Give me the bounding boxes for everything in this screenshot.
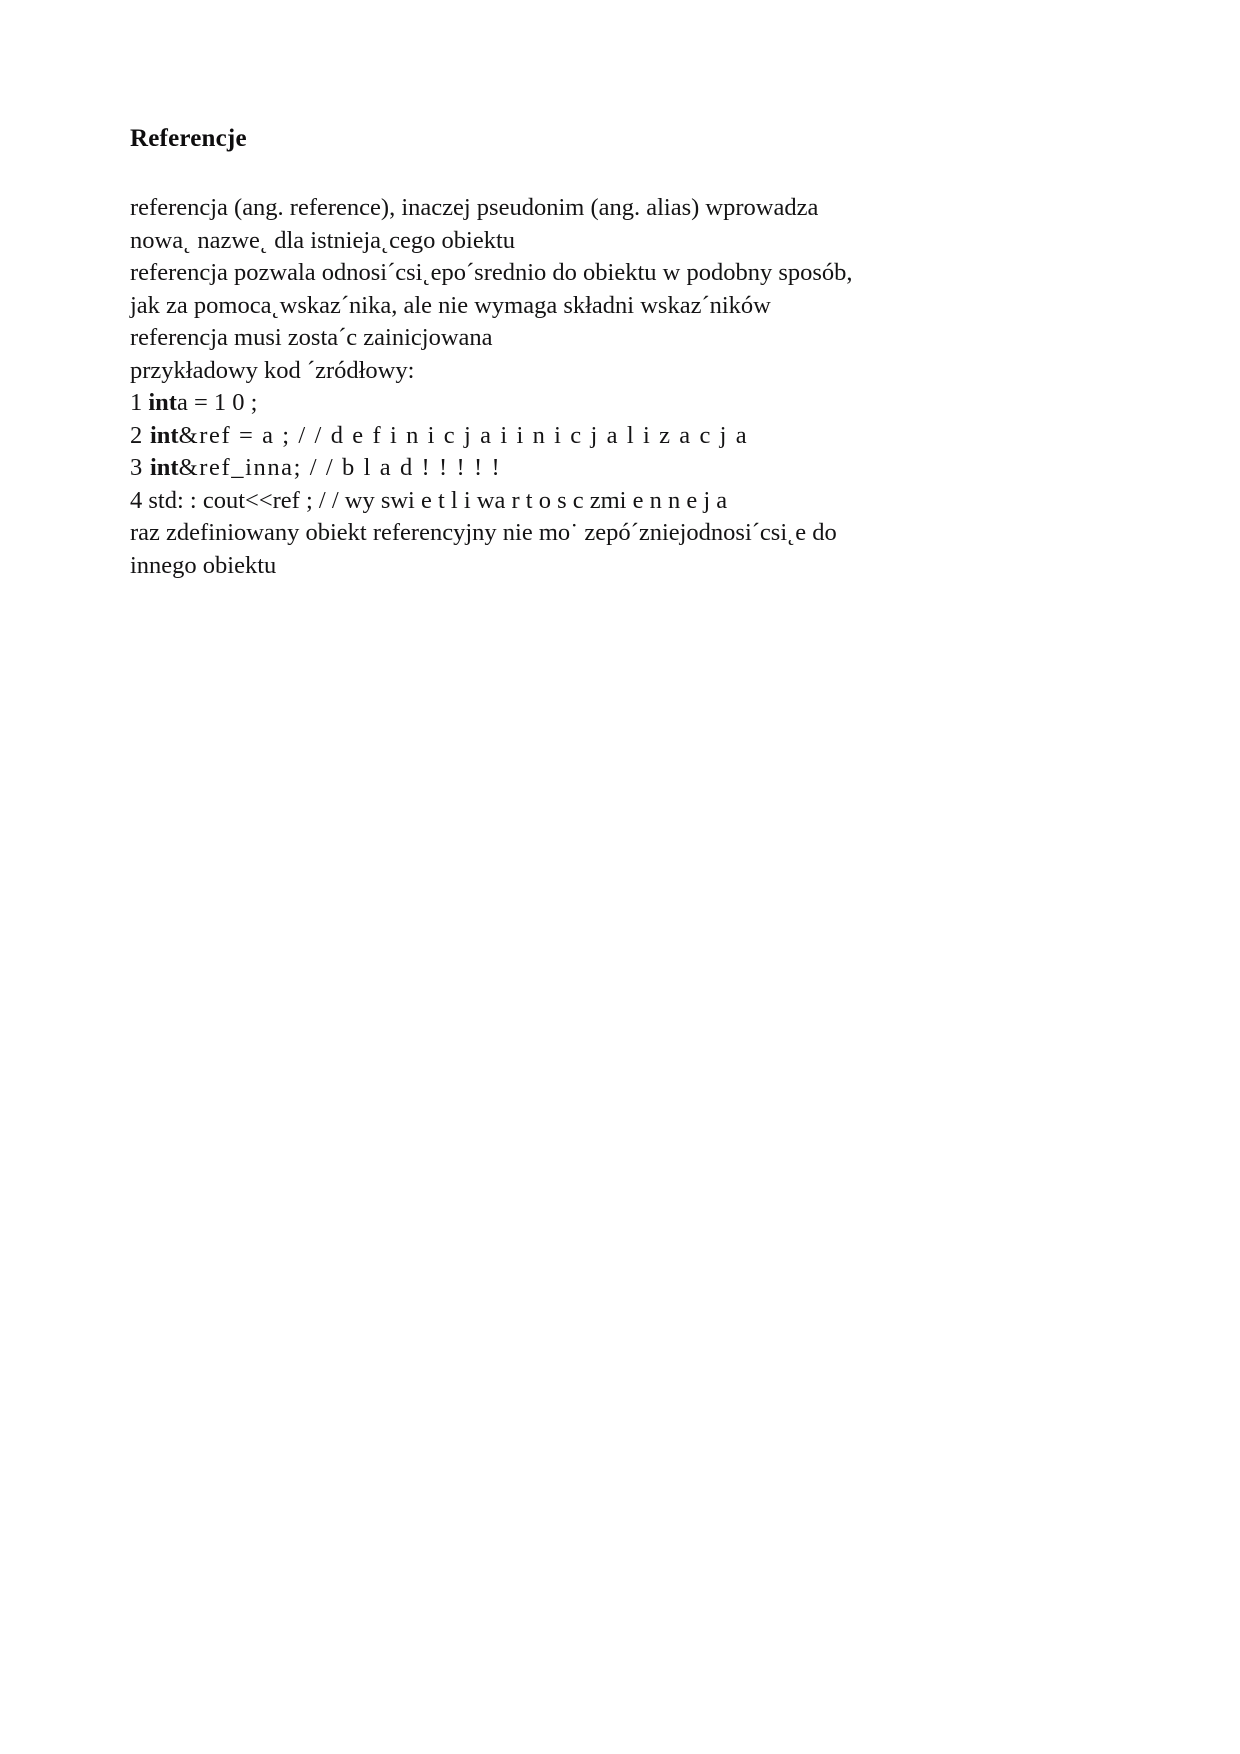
document-content bbox=[130, 124, 1050, 581]
page-title: Referencje bbox=[130, 125, 247, 152]
code-line bbox=[130, 452, 1050, 484]
paragraph-line: przykładowy kod ´zródłowy: bbox=[130, 356, 415, 384]
code-keyword: int bbox=[149, 454, 179, 481]
paragraph-line: nowa˛ nazwe˛ dla istnieja˛cego obiektu bbox=[130, 226, 516, 254]
paragraph-line: raz zdefiniowany obiekt referencyjny nie mo˙ zepó´zniejodnosi´csi˛e do bbox=[130, 519, 837, 546]
code-line-number: 2 bbox=[130, 421, 143, 449]
code-keyword: int bbox=[148, 389, 177, 416]
code-line-number: 4 bbox=[130, 486, 143, 514]
code-line bbox=[130, 485, 1050, 517]
code-keyword: int bbox=[149, 421, 179, 449]
paragraph-line: referencja (ang. reference), inaczej pseudonim (ang. alias) wprowadza bbox=[130, 194, 819, 221]
paragraph-line: referencja musi zosta´c zainicjowana bbox=[130, 324, 493, 351]
code-line-text: &ref = a ; / / d e f i n i c j a i i n i c j a l i z a c j a bbox=[178, 421, 749, 449]
code-line-text: std: : cout<<ref ; / / wy swi e t l i wa r t o s c zmi e n n e j a bbox=[148, 486, 728, 514]
paragraph-line: referencja pozwala odnosi´csi˛epo´srednio do obiektu w podobny sposób, bbox=[130, 259, 853, 286]
document-body bbox=[130, 192, 1050, 581]
code-line bbox=[130, 420, 1050, 452]
paragraph-line: jak za pomoca˛wskaz´nika, ale nie wymaga składni wskaz´ników bbox=[130, 291, 771, 319]
code-line-number: 3 bbox=[130, 454, 143, 481]
code-line-number: 1 bbox=[130, 389, 143, 416]
code-line-text: a = 1 0 ; bbox=[176, 389, 258, 416]
code-line-text: &ref_inna; / / b l a d ! ! ! ! ! bbox=[178, 454, 502, 481]
code-line bbox=[130, 387, 1050, 419]
paragraph-line: innego obiektu bbox=[130, 551, 277, 579]
